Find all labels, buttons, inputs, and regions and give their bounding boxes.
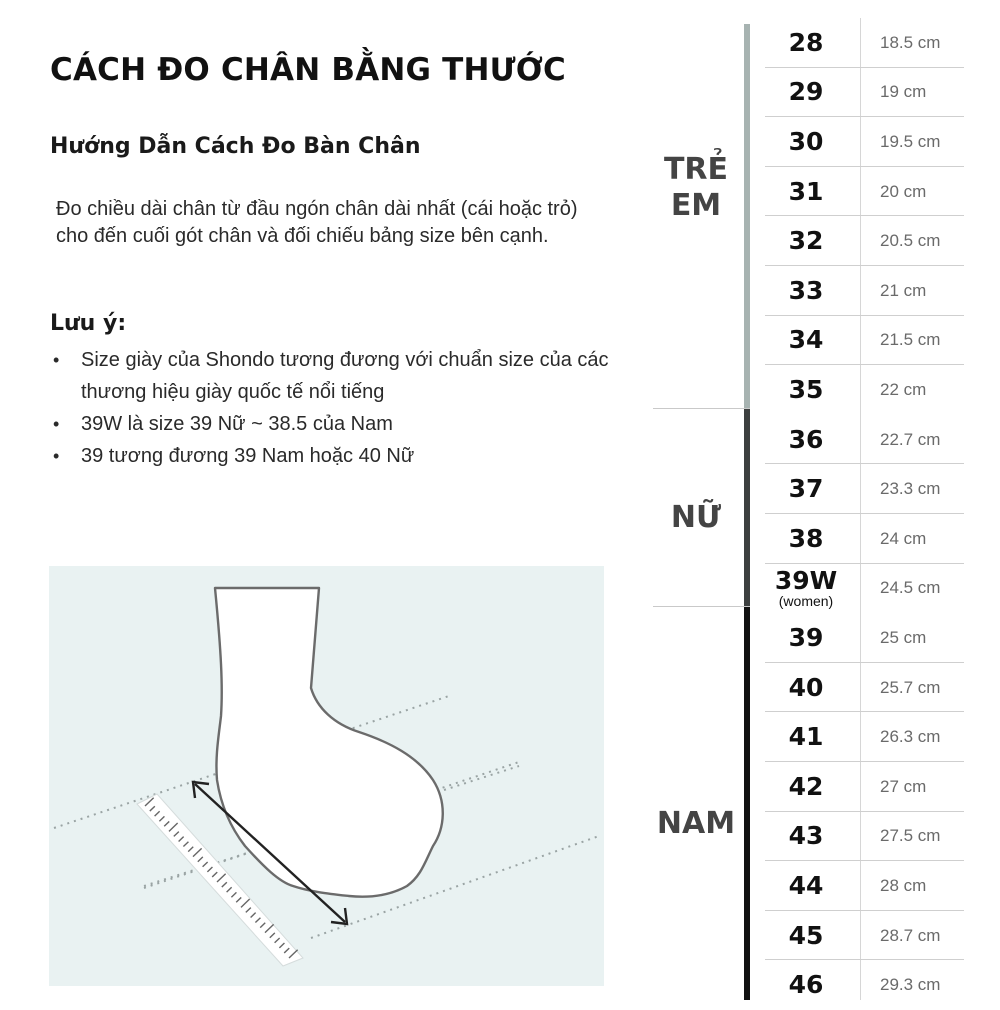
size-row [765, 266, 1000, 316]
size-number: 28 [788, 27, 824, 57]
foot-length-cm: 28.7 cm [880, 925, 941, 945]
size-value [765, 613, 847, 663]
foot-length-cm: 20.5 cm [880, 231, 941, 251]
size-value [765, 812, 847, 862]
size-value [765, 663, 847, 713]
group-separator [653, 408, 750, 409]
measurement-description: Đo chiều dài chân từ đầu ngón chân dài nhất (cái hoặc trỏ) cho đến cuối gót chân và đối chiếu bảng size bên cạnh. [56, 198, 578, 247]
size-number: 35 [788, 374, 824, 404]
group-label-line: EM [670, 188, 722, 223]
size-row [765, 514, 1000, 564]
size-row [765, 663, 1000, 713]
size-number: 29 [788, 77, 824, 107]
size-value [765, 68, 847, 118]
foot-length-cm: 18.5 cm [880, 32, 941, 52]
size-row [765, 18, 1000, 68]
size-value [765, 960, 847, 1010]
size-value [765, 18, 847, 68]
size-value [765, 415, 847, 465]
size-row [765, 960, 1000, 1010]
page-title: CÁCH ĐO CHÂN BẰNG THƯỚC [50, 52, 566, 88]
note-item [50, 344, 610, 408]
size-number: 43 [788, 821, 824, 851]
size-number: 38 [788, 523, 824, 553]
size-number: 39W [774, 566, 838, 596]
size-row [765, 316, 1000, 366]
group-bar-men [744, 606, 750, 1000]
group-label-women [650, 500, 742, 536]
size-value [765, 514, 847, 564]
foot-length-cm: 21 cm [880, 280, 927, 300]
note-text: 39W là size 39 Nữ ~ 38.5 của Nam [81, 413, 393, 435]
foot-length-cm: 22 cm [880, 379, 927, 399]
size-table [650, 18, 1000, 1000]
size-row [765, 712, 1000, 762]
size-value [765, 316, 847, 366]
foot-length-cm: 29.3 cm [880, 975, 941, 995]
size-number: 40 [788, 672, 824, 702]
note-heading: Lưu ý: [50, 311, 127, 336]
size-value [765, 464, 847, 514]
size-number: 39 [788, 622, 824, 652]
size-number: 34 [788, 325, 824, 355]
size-note: (women) [778, 593, 834, 610]
size-value [765, 117, 847, 167]
size-value [765, 167, 847, 217]
bullet-icon: • [53, 350, 60, 370]
group-label-line: TRẺ [663, 152, 729, 187]
note-item [50, 440, 610, 472]
size-number: 42 [788, 771, 824, 801]
size-number: 36 [788, 424, 824, 454]
group-label-line: NAM [656, 806, 736, 841]
bullet-icon: • [53, 414, 60, 434]
foot-length-cm: 19 cm [880, 82, 927, 102]
foot-illustration-svg [49, 566, 604, 986]
note-list [50, 344, 610, 472]
bullet-icon: • [53, 446, 60, 466]
note-text: 39 tương đương 39 Nam hoặc 40 Nữ [81, 445, 415, 467]
size-value [765, 762, 847, 812]
size-number: 32 [788, 226, 824, 256]
note-text: Size giày của Shondo tương đương với chuẩn size của các thương hiệu giày quốc tế nổi tiếng [81, 349, 609, 403]
size-row [765, 68, 1000, 118]
size-value [765, 216, 847, 266]
group-bar-kids [744, 24, 750, 408]
size-row [765, 167, 1000, 217]
foot-length-cm: 27.5 cm [880, 826, 941, 846]
foot-length-cm: 23.3 cm [880, 479, 941, 499]
size-row [765, 464, 1000, 514]
note-item [50, 408, 610, 440]
foot-length-cm: 19.5 cm [880, 131, 941, 151]
size-number: 46 [788, 970, 824, 1000]
size-row [765, 216, 1000, 266]
foot-length-cm: 21.5 cm [880, 330, 941, 350]
group-label-line: NỮ [670, 500, 722, 535]
size-row [765, 613, 1000, 663]
sock-foot-icon [215, 588, 443, 897]
foot-length-cm: 28 cm [880, 875, 927, 895]
foot-length-cm: 25.7 cm [880, 677, 941, 697]
size-row [765, 861, 1000, 911]
group-separator [653, 606, 750, 607]
section-subtitle: Hướng Dẫn Cách Đo Bàn Chân [50, 134, 421, 159]
size-row [765, 911, 1000, 961]
size-row [765, 117, 1000, 167]
size-number: 37 [788, 474, 824, 504]
size-row [765, 365, 1000, 415]
foot-length-cm: 27 cm [880, 776, 927, 796]
size-value [765, 365, 847, 415]
size-value [765, 911, 847, 961]
foot-length-cm: 26.3 cm [880, 727, 941, 747]
size-number: 31 [788, 176, 824, 206]
size-row [765, 564, 1000, 614]
group-bar-women [744, 408, 750, 606]
foot-length-cm: 24 cm [880, 528, 927, 548]
group-label-men [650, 806, 742, 842]
size-value [765, 861, 847, 911]
foot-measurement-illustration [49, 566, 604, 986]
size-value [765, 712, 847, 762]
size-row [765, 762, 1000, 812]
size-value [765, 564, 847, 614]
foot-length-cm: 20 cm [880, 181, 927, 201]
size-number: 41 [788, 722, 824, 752]
size-number: 33 [788, 275, 824, 305]
size-number: 30 [788, 126, 824, 156]
size-value [765, 266, 847, 316]
foot-length-cm: 22.7 cm [880, 429, 941, 449]
size-row [765, 415, 1000, 465]
foot-length-cm: 24.5 cm [880, 578, 941, 598]
group-label-kids [650, 152, 742, 224]
foot-length-cm: 25 cm [880, 627, 927, 647]
size-number: 44 [788, 870, 824, 900]
size-number: 45 [788, 920, 824, 950]
size-row [765, 812, 1000, 862]
